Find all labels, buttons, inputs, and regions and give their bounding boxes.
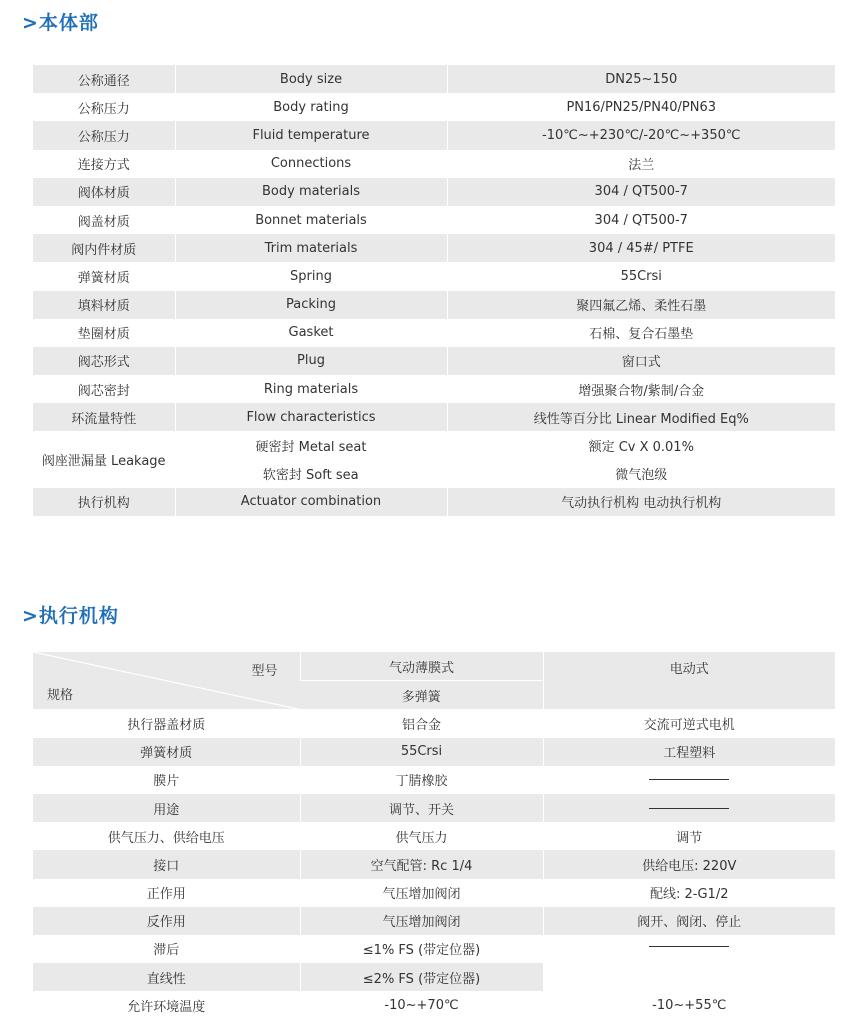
table-row [33,766,835,794]
row-label-cn: 阀内件材质 [33,234,175,262]
row-label-cn: 阀芯形式 [33,347,175,375]
table-row [33,822,835,850]
leakage-metal-value: 额定 Cv X 0.01% [447,431,835,459]
table-row [33,935,835,963]
row-label-en: Packing [175,291,447,319]
row-value: 聚四氟乙烯、柔性石墨 [447,291,835,319]
actuator-spec-table [33,652,835,1019]
row-value: 法兰 [447,150,835,178]
row-label: 用途 [33,794,300,822]
header-model-label: 型号 [251,664,278,679]
row-pneumatic: 空气配管: Rc 1/4 [300,850,543,878]
row-value: -10℃~+230℃/-20℃~+350℃ [447,121,835,149]
table-row [33,291,835,319]
row-label: 接口 [33,850,300,878]
table-row [33,794,835,822]
row-value: 增强聚合物/紫制/合金 [447,375,835,403]
table-row-leakage-metal [33,431,835,459]
row-label-en: Fluid temperature [175,121,447,149]
row-label-en: Flow characteristics [175,403,447,431]
dash-line [649,946,729,947]
header-pneumatic: 气动薄膜式 [300,652,543,681]
row-electric-dash [543,766,835,794]
row-electric: -10~+55℃ [543,991,835,1019]
row-electric-dash [543,794,835,822]
row-pneumatic: 铝合金 [300,709,543,737]
table-row [33,262,835,290]
row-pneumatic: 气压增加阀闭 [300,907,543,935]
table-row [33,93,835,121]
table-row [33,65,835,93]
table-row [33,991,835,1019]
row-label-cn: 阀芯密封 [33,375,175,403]
leakage-metal-label: 硬密封 Metal seat [175,431,447,459]
table-row [33,347,835,375]
row-label-cn: 弹簧材质 [33,262,175,290]
row-label: 反作用 [33,907,300,935]
row-label-cn: 垫圈材质 [33,319,175,347]
row-label-cn: 公称压力 [33,121,175,149]
row-label-en: Connections [175,150,447,178]
row-label-en: Trim materials [175,234,447,262]
table-row [33,403,835,431]
leakage-label: 阀座泄漏量 Leakage [33,431,175,487]
leakage-soft-label: 软密封 Soft sea [175,460,447,488]
section-title-actuator: >执行机构 [22,605,119,627]
table-row [33,709,835,737]
table-row [33,150,835,178]
row-pneumatic: 供气压力 [300,822,543,850]
header-electric: 电动式 [543,652,835,709]
header-pneumatic-sub: 多弹簧 [300,681,543,710]
table-row [33,234,835,262]
body-spec-table [33,65,835,516]
row-pneumatic: 调节、开关 [300,794,543,822]
row-label-en: Bonnet materials [175,206,447,234]
row-label-en: Actuator combination [175,488,447,516]
dash-line [649,779,729,780]
row-electric: 交流可逆式电机 [543,709,835,737]
row-value: DN25~150 [447,65,835,93]
table-row [33,121,835,149]
row-label-cn: 公称压力 [33,93,175,121]
row-value: 304 / 45#/ PTFE [447,234,835,262]
row-label-en: Body rating [175,93,447,121]
row-pneumatic: 气压增加阀闭 [300,879,543,907]
table-row [33,178,835,206]
row-label: 膜片 [33,766,300,794]
row-label: 弹簧材质 [33,738,300,766]
row-pneumatic: 55Crsi [300,738,543,766]
row-label-en: Body materials [175,178,447,206]
row-value: PN16/PN25/PN40/PN63 [447,93,835,121]
table-row [33,850,835,878]
table-row [33,879,835,907]
row-pneumatic: -10~+70℃ [300,991,543,1019]
row-electric: 供给电压: 220V [543,850,835,878]
row-label-en: Gasket [175,319,447,347]
row-label-en: Plug [175,347,447,375]
row-electric: 调节 [543,822,835,850]
table-row [33,907,835,935]
row-pneumatic: ≤1% FS (带定位器) [300,935,543,963]
row-label: 允许环境温度 [33,991,300,1019]
row-label-en: Ring materials [175,375,447,403]
row-electric-dash [543,935,835,991]
row-label-cn: 阀盖材质 [33,206,175,234]
row-label-cn: 环流量特性 [33,403,175,431]
table-row [33,738,835,766]
row-label-cn: 阀体材质 [33,178,175,206]
row-label: 执行器盖材质 [33,709,300,737]
row-label-cn: 执行机构 [33,488,175,516]
row-value: 线性等百分比 Linear Modified Eq% [447,403,835,431]
table-row-actuator [33,488,835,516]
table-header-row [33,652,835,681]
row-label: 正作用 [33,879,300,907]
row-value: 石棉、复合石墨垫 [447,319,835,347]
row-electric: 阀开、阀闭、停止 [543,907,835,935]
row-label: 滞后 [33,935,300,963]
row-label-en: Spring [175,262,447,290]
row-electric: 工程塑料 [543,738,835,766]
header-spec-label: 规格 [47,688,74,703]
row-label: 直线性 [33,963,300,991]
table-row [33,206,835,234]
row-pneumatic: 丁腈橡胶 [300,766,543,794]
table-row [33,375,835,403]
row-label: 供气压力、供给电压 [33,822,300,850]
row-label-cn: 公称通径 [33,65,175,93]
row-label-cn: 连接方式 [33,150,175,178]
header-diagonal-cell [33,652,300,709]
row-electric: 配线: 2-G1/2 [543,879,835,907]
row-pneumatic: ≤2% FS (带定位器) [300,963,543,991]
dash-line [649,808,729,809]
row-value: 窗口式 [447,347,835,375]
row-value: 304 / QT500-7 [447,178,835,206]
section-title-body: >本体部 [22,12,99,34]
row-value: 304 / QT500-7 [447,206,835,234]
table-row [33,319,835,347]
row-label-en: Body size [175,65,447,93]
row-value: 55Crsi [447,262,835,290]
row-value: 气动执行机构 电动执行机构 [447,488,835,516]
row-label-cn: 填料材质 [33,291,175,319]
leakage-soft-value: 微气泡级 [447,460,835,488]
